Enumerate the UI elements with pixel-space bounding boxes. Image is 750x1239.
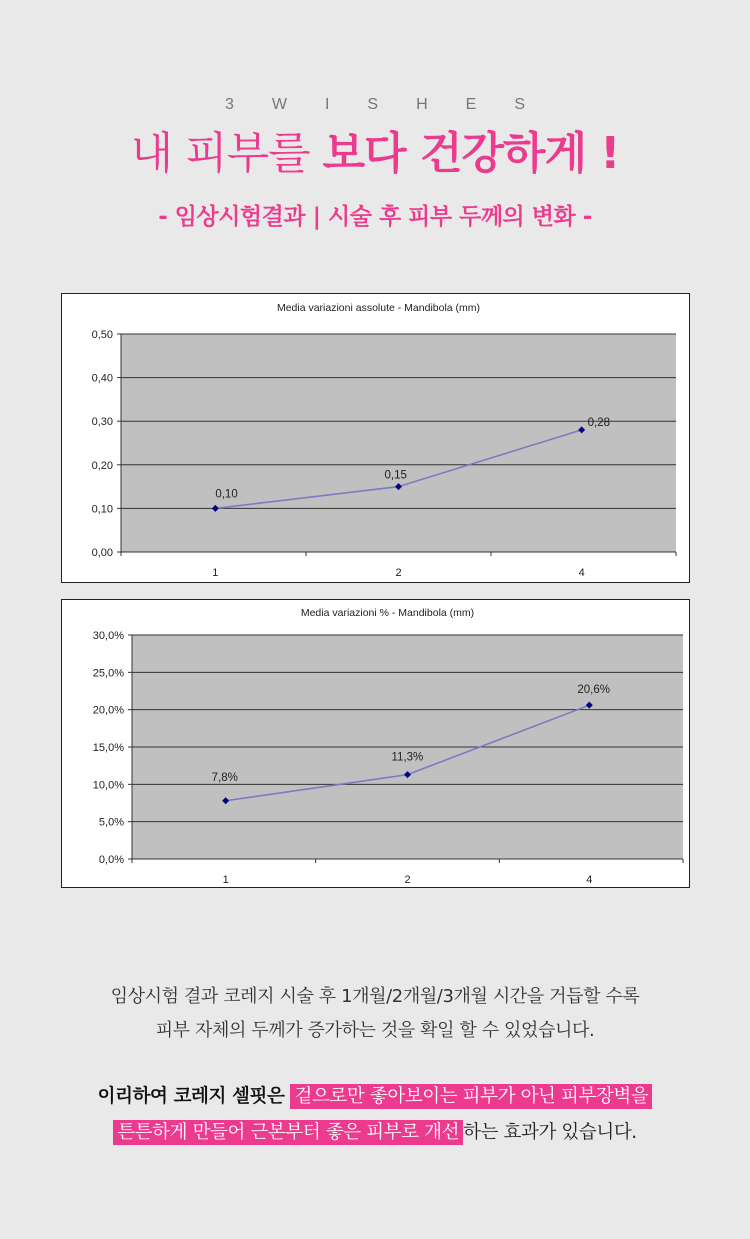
y-tick-label: 10,0% xyxy=(92,779,124,792)
y-tick-label: 0,00 xyxy=(91,547,113,559)
percent-change-chart xyxy=(61,599,690,888)
page-headline xyxy=(0,126,750,182)
x-tick-label: 2 xyxy=(404,874,411,886)
chart-title: Media variazioni % - Mandibola (mm) xyxy=(300,607,475,619)
y-tick-label: 0,50 xyxy=(91,329,113,341)
y-tick-label: 30,0% xyxy=(92,630,124,642)
brand-eyebrow: 3WISHES xyxy=(224,96,563,113)
claim-highlight-1: 겉으로만 좋아보이는 피부가 아닌 피부장벽을 xyxy=(290,1084,652,1109)
data-label: 11,3% xyxy=(391,751,424,764)
y-tick-label: 15,0% xyxy=(92,742,124,754)
claim-lead: 이리하여 코레지 셀핏은 xyxy=(97,1086,291,1107)
data-label: 7,8% xyxy=(211,771,238,784)
claim-line-2 xyxy=(0,1117,750,1149)
y-tick-label: 0,10 xyxy=(91,503,113,516)
x-tick-label: 1 xyxy=(222,874,229,886)
y-tick-label: 25,0% xyxy=(92,667,124,680)
absolute-change-chart-svg xyxy=(62,294,688,581)
page-subtitle: - 임상시험결과 | 시술 후 피부 두께의 변화 - xyxy=(158,204,592,230)
y-tick-label: 0,0% xyxy=(98,854,124,866)
x-tick-label: 1 xyxy=(212,567,219,579)
headline-light-part: 내 피부를 xyxy=(130,128,323,179)
claim-tail: 하는 효과가 있습니다. xyxy=(463,1122,637,1143)
y-tick-label: 20,0% xyxy=(92,704,124,717)
y-tick-label: 0,30 xyxy=(91,416,113,429)
plot-area xyxy=(121,334,676,552)
data-label: 0,28 xyxy=(587,416,611,429)
y-tick-label: 0,40 xyxy=(91,372,113,385)
data-label: 0,15 xyxy=(384,469,407,482)
x-tick-label: 4 xyxy=(586,874,593,886)
chart-title: Media variazioni assolute - Mandibola (mm) xyxy=(276,302,481,314)
claim-highlight-2: 튼튼하게 만들어 근본부터 좋은 피부로 개선 xyxy=(113,1120,463,1145)
description-line-1: 임상시험 결과 코레지 시술 후 1개월/2개월/3개월 시간을 거듭할 수록 xyxy=(110,986,640,1007)
y-tick-label: 0,20 xyxy=(91,459,113,472)
absolute-change-chart xyxy=(61,293,690,583)
x-tick-label: 2 xyxy=(395,567,402,579)
headline-bold-part: 보다 건강하게 ! xyxy=(322,128,620,179)
y-tick-label: 5,0% xyxy=(98,816,124,829)
percent-change-chart-svg xyxy=(62,600,688,886)
description-line-2: 피부 자체의 두께가 증가하는 것을 확일 할 수 있었습니다. xyxy=(155,1020,595,1041)
data-label: 0,10 xyxy=(215,488,238,501)
claim-line-1 xyxy=(0,1081,750,1113)
x-tick-label: 4 xyxy=(578,567,585,579)
data-label: 20,6% xyxy=(577,684,610,697)
